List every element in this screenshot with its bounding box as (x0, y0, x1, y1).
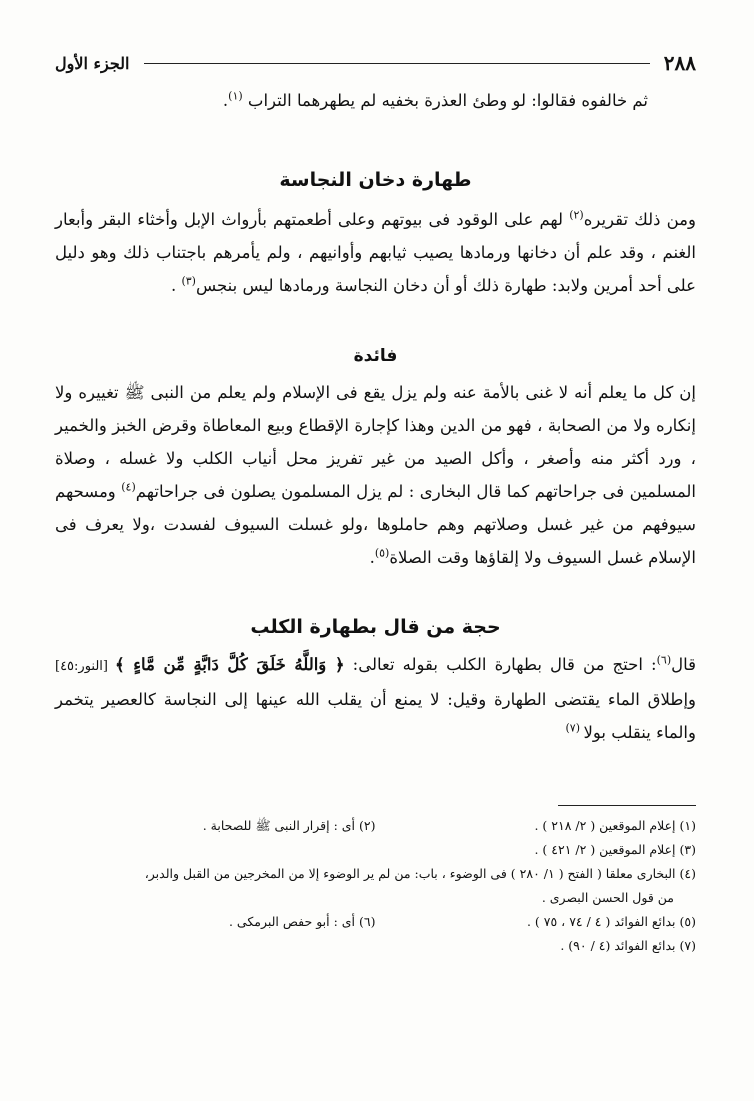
footnote-marker[interactable]: (٦) (656, 653, 672, 667)
paragraph-text: : احتج من قال بطهارة الكلب بقوله تعالى: (344, 655, 657, 674)
paragraph-text: وإطلاق الماء يقتضى الطهارة وقيل: لا يمنع أن يقلب الله عينها إلى النجاسة كالعصير يتخمر والماء ينقلب بولا (55, 690, 696, 742)
footnote-7: (٧) بدائع الفوائد (٤ / ٩٠) . (560, 938, 696, 953)
footnote-5: (٥) بدائع الفوائد ( ٤ / ٧٤ ، ٧٥ ) . (526, 914, 696, 929)
paragraph-text: ومن ذلك تقريره (583, 210, 696, 229)
footnote-1: (١) إعلام الموقعين ( ٢/ ٢١٨ ) . (534, 818, 696, 833)
section-heading-smoke: طهارة دخان النجاسة (279, 169, 472, 191)
part-title: الجزء الأول (55, 53, 130, 73)
footnote-marker[interactable]: (١) (228, 89, 243, 103)
page-number: ٢٨٨ (663, 51, 696, 75)
running-header (55, 50, 696, 76)
paragraph-end: . (170, 276, 182, 295)
opening-paragraph (55, 84, 696, 117)
paragraph-text: إن كل ما يعلم أنه لا غنى بالأمة عنه ولم يزل يقع فى الإسلام ولم يعلم من النبى ﷺ تغييره ولا إنكاره ولا من الصحابة ، فهو من الدين وهذا كإجارة الإقطاع وبيع المعاطاة وقرض الخبز والخمير ، ورد أكثر منه وأصغر ، وأكل الصيد من غير تفريز محل أنياب الكلب ولا غسله ، وصلاة المسلمين فى جراحاتهم كما قال البخارى : لم يزل المسلمون يصلون فى جراحاتهم (55, 383, 696, 501)
footnote-row (55, 814, 696, 838)
footnotes (55, 814, 696, 958)
opening-end: . (222, 91, 229, 110)
section-paragraph-dog (55, 648, 696, 749)
quran-verse: ﴿ وَاللَّهُ خَلَقَ كُلَّ دَابَّةٍ مِّن مَّاءٍ ﴾ (114, 655, 345, 674)
section-paragraph-smoke (55, 203, 696, 302)
paragraph-end: . (369, 548, 375, 567)
footnote-marker[interactable]: (٤) (121, 480, 136, 494)
footnote-rule (558, 805, 696, 806)
paragraph-text: ومسحهم سيوفهم من غير غسل وصلاتهم وهم حاملوها ،ولو غسلت السيوف لفسدت ،ولا يعرف فى الإسلام غسل السيوف ولا إلقاؤها وقت الصلاة (55, 482, 696, 567)
footnote-4-continued: من قول الحسن البصرى . (541, 890, 674, 905)
footnote-2: (٢) أى : إقرار النبى ﷺ للصحابة . (202, 818, 376, 833)
footnote-marker[interactable]: (٧) (565, 721, 584, 735)
header-rule (144, 63, 650, 64)
footnote-4: (٤) البخارى معلقا ( الفتح ( ١/ ٢٨٠ ) فى الوضوء ، باب: من لم ير الوضوء إلا من المخرجين من القبل والدبر، (144, 866, 696, 881)
footnote-marker[interactable]: (٥) (374, 546, 390, 560)
verse-reference: [النور:٤٥] (55, 659, 115, 674)
footnote-3: (٣) إعلام الموقعين ( ٢/ ٤٢١ ) . (534, 842, 696, 857)
section-heading-benefit: فائدة (353, 346, 398, 366)
footnote-row (55, 910, 696, 934)
footnote-marker[interactable]: (٢) (569, 208, 584, 222)
section-heading-dog: حجة من قال بطهارة الكلب (250, 616, 501, 638)
section-paragraph-benefit (55, 376, 696, 574)
opening-text: ثم خالفوه فقالوا: لو وطئ العذرة بخفيه لم يطهرهما التراب (247, 91, 648, 110)
paragraph-text: لهم على الوقود فى بيوتهم وعلى أطعمتهم بأرواث الإبل وأخثاء البقر وأبعار الغنم ، وقد علم أن دخانها ورمادها يصيب ثيابهم وأوانيهم ، ولم يأمرهم باجتناب ذلك وهو دليل على أحد أمرين ولابد: طهارة ذلك أو أن دخان النجاسة ورمادها ليس بنجس (55, 210, 696, 295)
footnote-6: (٦) أى : أبو حفص البرمكى . (228, 914, 376, 929)
footnote-marker[interactable]: (٣) (181, 274, 196, 288)
book-page (55, 50, 696, 958)
paragraph-text: قال (671, 655, 697, 674)
